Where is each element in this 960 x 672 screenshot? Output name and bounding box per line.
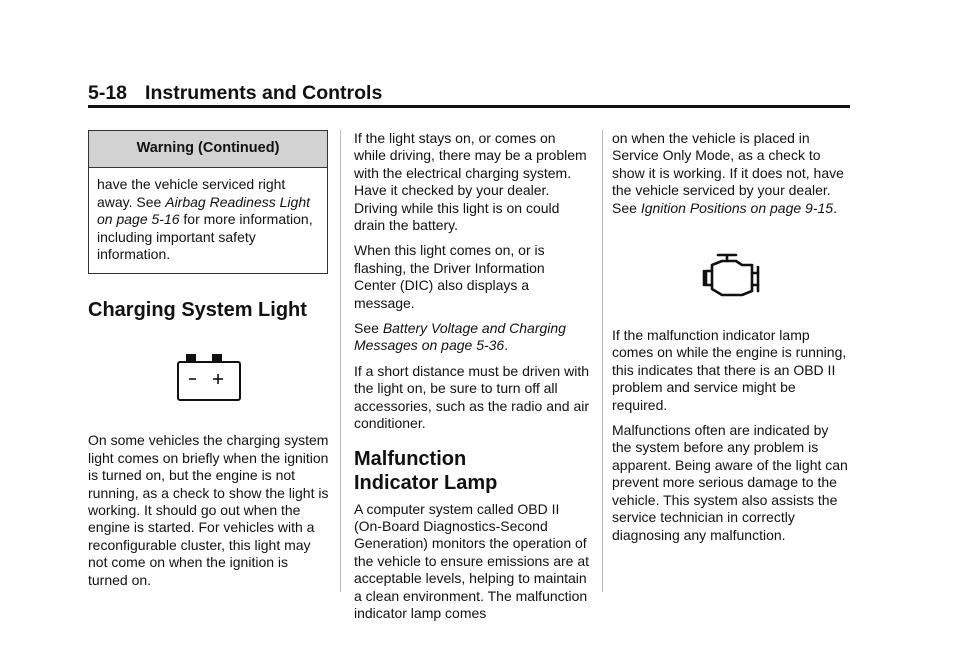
section-title: Instruments and Controls xyxy=(145,82,383,104)
malfunction-lamp-heading xyxy=(354,447,590,495)
heading-line-2: Indicator Lamp xyxy=(354,471,498,494)
warning-text: have the vehicle serviced right away. See xyxy=(97,176,286,210)
heading-line-1: Malfunction xyxy=(354,447,467,470)
header-rule xyxy=(88,105,850,108)
see-end: . xyxy=(504,337,509,354)
column-divider-2 xyxy=(602,130,603,592)
service-text: on when the vehicle is placed in Service Only Mode, as a check to show it is working. If it does not, have the vehicle serviced by your dealer. See xyxy=(612,130,844,216)
malfunctions-paragraph: Malfunctions often are indicated by the system before any problem is apparent. Being aware of the light can prevent more serious damage to the vehicle. This system also assists the service technician in correctly diagnosing any malfunction. xyxy=(612,422,848,543)
see-reference-paragraph xyxy=(354,320,590,355)
obd-paragraph: A computer system called OBD II (On-Board Diagnostics-Second Generation) monitors the operation of the vehicle to ensure emissions are at acceptable levels, helping to maintain a clean environment. The malfunction indicator lamp comes xyxy=(354,500,590,621)
service-mode-paragraph xyxy=(612,130,848,217)
ignition-positions-ref-link[interactable]: Ignition Positions on page 9-15 xyxy=(640,199,834,216)
mil-running-paragraph: If the malfunction indicator lamp comes on while the engine is running, this indicates that there is an OBD II problem and service might be required. xyxy=(612,327,847,413)
page-number: 5-18 xyxy=(88,82,128,104)
charging-stays-on-paragraph: If the light stays on, or comes on while driving, there may be a problem with the electrical charging system. Have it checked by your dealer. Driving while this light is on could drain the battery. xyxy=(354,130,587,234)
warning-box xyxy=(88,130,328,274)
warning-text-end: for more information, including important safety information. xyxy=(97,211,313,263)
warning-title: Warning (Continued) xyxy=(89,131,327,168)
column-3 xyxy=(612,130,848,552)
page-header xyxy=(88,82,382,105)
warning-body xyxy=(89,168,327,273)
column-2 xyxy=(354,130,590,630)
charging-paragraph: On some vehicles the charging system light comes on briefly when the ignition is turned on, but the engine is not running, as a check to show the light is working. It should go out when the engine is started. For vehicles with a reconfigurable cluster, this light may not come on when the ignition is turned on. xyxy=(88,432,329,588)
engine-icon xyxy=(700,253,766,299)
see-text: See xyxy=(354,320,383,337)
charging-system-heading: Charging System Light xyxy=(88,299,307,322)
column-1 xyxy=(88,130,330,597)
short-distance-paragraph: If a short distance must be driven with the light on, be sure to turn off all accessories, such as the radio and air conditioner. xyxy=(354,362,590,432)
service-end: . xyxy=(833,199,837,216)
dic-message-paragraph: When this light comes on, or is flashing, the Driver Information Center (DIC) also displays a message. xyxy=(354,242,545,311)
warning-ref-link[interactable]: Airbag Readiness Light on page 5-16 xyxy=(97,193,310,228)
battery-messages-ref-link[interactable]: Battery Voltage and Charging Messages on page 5-36 xyxy=(354,320,566,354)
battery-icon xyxy=(176,354,242,402)
column-divider-1 xyxy=(340,130,341,592)
